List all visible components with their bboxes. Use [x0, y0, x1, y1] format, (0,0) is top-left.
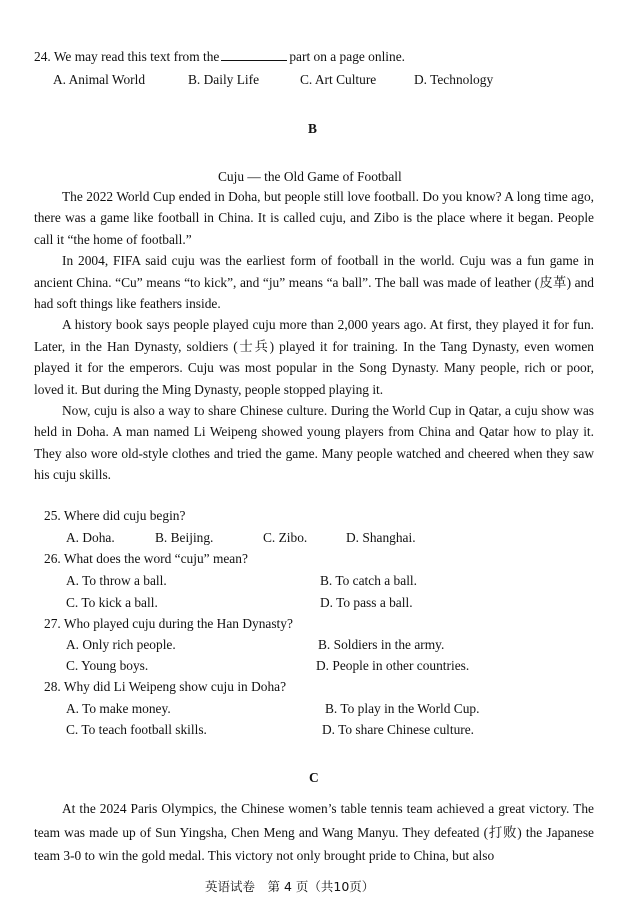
q28-stem: 28. Why did Li Weipeng show cuju in Doha?: [44, 679, 287, 694]
passage-paragraph: At the 2024 Paris Olympics, the Chinese women’s table tennis team achieved a great victory. The team was made up of Sun Yingsha, Chen Meng and Wang Manyu. They defeated (打败) the Japanese team 3-0 to win the gold medal. This victory not only brought pride to China, but also: [34, 801, 594, 863]
q28-option-b: B. To play in the World Cup.: [325, 701, 480, 716]
q26-option-d: D. To pass a ball.: [320, 595, 413, 610]
q27-option-b: B. Soldiers in the army.: [318, 637, 445, 652]
q24-option-d: D. Technology: [414, 72, 494, 87]
passage-paragraph: In 2004, FIFA said cuju was the earliest form of football in the world. Cuju was a fun game in ancient China. “Cu” means “to kick”, and “ju” means “a ball”. The ball was made of leather (皮革) and had soft things like feathers inside.: [34, 253, 594, 312]
q27-option-d: D. People in other countries.: [316, 658, 470, 673]
q24-option-a: A. Animal World: [53, 72, 146, 87]
section-b-label: B: [308, 121, 317, 136]
q27-option-c: C. Young boys.: [66, 658, 149, 673]
q24-option-b: B. Daily Life: [188, 72, 260, 87]
q28-option-c: C. To teach football skills.: [66, 722, 207, 737]
answer-blank: [221, 49, 287, 61]
q25-option-a: A. Doha.: [66, 530, 115, 545]
passage-paragraph: Now, cuju is also a way to share Chinese culture. During the World Cup in Qatar, a cuju show was held in Doha. A man named Li Weipeng showed young players from China and Qatar how to play it. They also wore old-style clothes and tried the game. Many people watched and cheered when they saw his cuju skills.: [34, 403, 594, 483]
section-c-passage: [34, 797, 594, 868]
q25-option-c: C. Zibo.: [263, 530, 308, 545]
q25-stem: 25. Where did cuju begin?: [44, 508, 186, 523]
q28-option-a: A. To make money.: [66, 701, 171, 716]
section-b-title: Cuju — the Old Game of Football: [218, 169, 402, 184]
section-c-label: C: [309, 770, 319, 785]
q24-option-c: C. Art Culture: [300, 72, 377, 87]
q26-option-b: B. To catch a ball.: [320, 573, 417, 588]
q24-stem: 24. We may read this text from the part on a page online.: [34, 49, 405, 64]
q26-stem: 26. What does the word “cuju” mean?: [44, 551, 248, 566]
q25-option-d: D. Shanghai.: [346, 530, 416, 545]
passage-paragraph: A history book says people played cuju more than 2,000 years ago. At first, they played it for fun. Later, in the Han Dynasty, soldiers (士兵) played it for training. In the Tang Dynasty, even women played it for the emperors. Cuju was most popular in the Song Dynasty. Many people, rich or poor, loved it. But during the Ming Dynasty, people stopped playing it.: [34, 317, 594, 397]
q26-option-c: C. To kick a ball.: [66, 595, 158, 610]
q28-option-d: D. To share Chinese culture.: [322, 722, 475, 737]
page-footer: 英语试卷 第 4 页（共10页）: [205, 879, 375, 894]
q25-option-b: B. Beijing.: [155, 530, 214, 545]
passage-paragraph: The 2022 World Cup ended in Doha, but people still love football. Do you know? A long time ago, there was a game like football in China. It is called cuju, and Zibo is the place where it began. People call it “the home of football.”: [34, 189, 594, 247]
q26-option-a: A. To throw a ball.: [66, 573, 167, 588]
q27-stem: 27. Who played cuju during the Han Dynasty?: [44, 616, 293, 631]
section-b-passage: [34, 186, 594, 486]
q27-option-a: A. Only rich people.: [66, 637, 176, 652]
